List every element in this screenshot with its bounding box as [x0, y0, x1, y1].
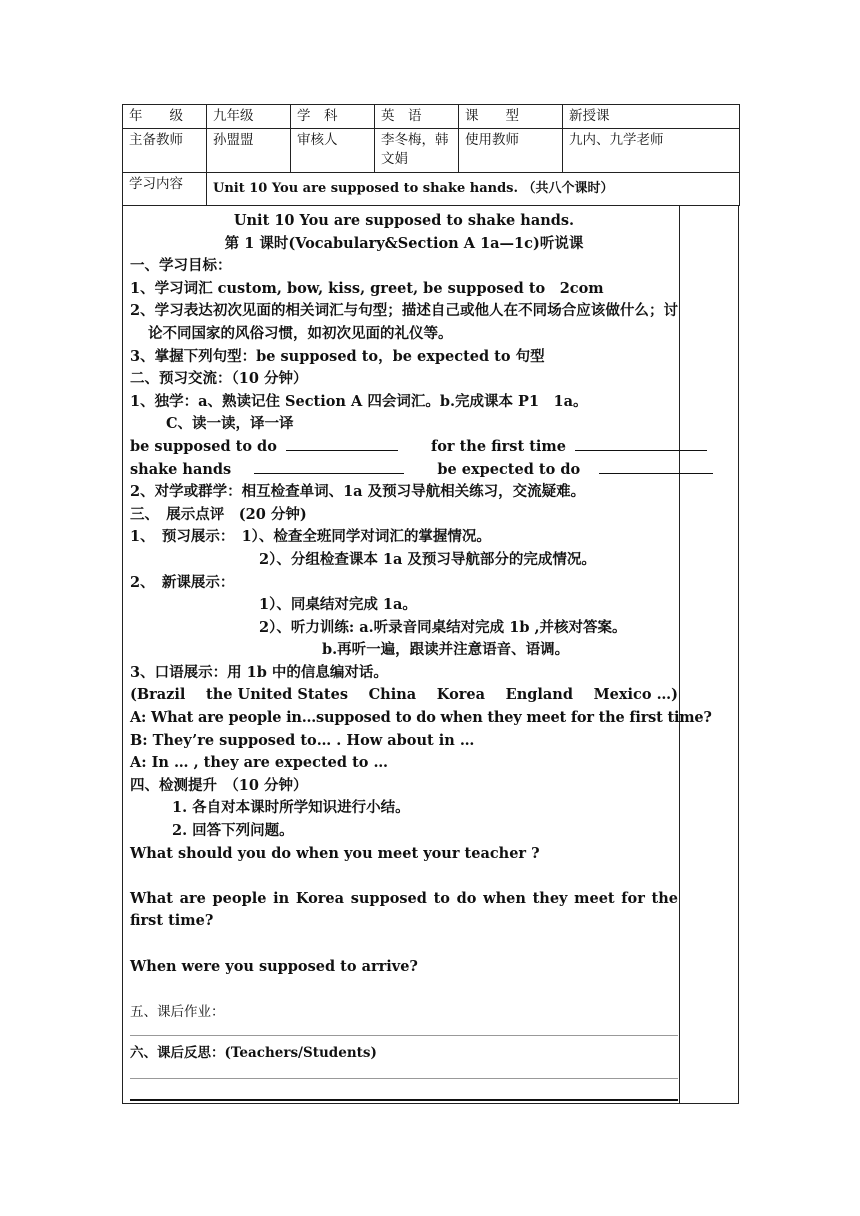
country-list [130, 684, 678, 707]
lesson-plan [122, 104, 739, 1104]
phrase-3-blank [254, 459, 404, 474]
phrase-row-1 [130, 436, 678, 459]
lesson-title: Unit 10 You are supposed to shake hands. [233, 212, 575, 229]
lesson-subtitle: 第 1 课时(Vocabulary&Section A 1a—1c)听说课 [224, 234, 584, 252]
show-3: 3、口语展示：用 1b 中的信息编对话。 [130, 663, 388, 681]
preview-1c: C、读一读，译一译 [166, 415, 294, 433]
country-item: the United States [206, 686, 349, 704]
show-1: 1、 预习展示： 1）、检查全班同学对词汇的掌握情况。 [130, 528, 491, 546]
subject-value: 英 语 [375, 105, 459, 129]
goal-3: 3、掌握下列句型：be supposed to，be expected to 句型 [130, 347, 545, 365]
subject-label: 学 科 [291, 105, 375, 129]
show-2b: 2）、听力训练: a.听录音同桌结对完成 1b ,并核对答案。 [259, 618, 627, 636]
section-1-heading: 一、学习目标： [130, 257, 232, 275]
dialogue-line-1: A: What are people in…supposed to do when they meet for the first time? [130, 709, 712, 727]
test-1: 1. 各自对本课时所学知识进行小结。 [172, 799, 410, 817]
section-4-heading: 四、检测提升 （10 分钟） [130, 776, 308, 794]
grade-value: 九年级 [207, 105, 291, 129]
lesson-type-value: 新授课 [563, 105, 740, 129]
lesson-content [130, 210, 712, 1079]
country-item: England [505, 686, 573, 704]
reviewer-label: 审核人 [291, 129, 375, 173]
question-3: When were you supposed to arrive? [130, 957, 418, 975]
header-row-2 [123, 129, 740, 173]
country-item: China [368, 686, 417, 704]
header-table [122, 104, 740, 206]
phrase-1-blank [286, 436, 398, 451]
phrase-1: be supposed to do [130, 437, 277, 455]
lead-teacher-label: 主备教师 [123, 129, 207, 173]
reflection-line [130, 1078, 678, 1079]
dialogue-line-2: B: They’re supposed to… . How about in … [130, 731, 475, 749]
test-2: 2. 回答下列问题。 [172, 822, 294, 840]
phrase-4: be expected to do [437, 460, 581, 478]
country-item: Korea [436, 686, 486, 704]
goal-2: 2、学习表达初次见面的相关词汇与句型；描述自己或他人在不同场合应该做什么；讨论不同国家的风俗习惯，如初次见面的礼仪等。 [130, 302, 678, 342]
answer-space [130, 933, 678, 956]
show-2c: b.再听一遍，跟读并注意语音、语调。 [322, 641, 570, 659]
reviewer-value: 李冬梅，韩文娟 [375, 129, 459, 173]
show-2: 2、 新课展示： [130, 573, 235, 591]
header-row-1 [123, 105, 740, 129]
phrase-2-blank [575, 436, 707, 451]
user-teacher-value: 九内、九学老师 [563, 129, 740, 173]
lead-teacher-value: 孙盟盟 [207, 129, 291, 173]
phrase-3: shake hands [130, 460, 232, 478]
answer-space [130, 978, 678, 1001]
goal-1: 1、学习词汇 custom, bow, kiss, greet, be supposed to 2com [130, 279, 604, 297]
preview-1: 1、独学：a、熟读记住 Section A 四会词汇。b.完成课本 P1 1a。 [130, 392, 588, 410]
dialogue-line-3: A: In … , they are expected to … [130, 754, 389, 772]
lesson-type-label: 课 型 [459, 105, 563, 129]
phrase-4-blank [599, 459, 713, 474]
content-label: 学习内容 [123, 173, 207, 206]
question-1: What should you do when you meet your teacher ? [130, 844, 540, 862]
phrase-2: for the first time [431, 437, 566, 455]
bottom-rule [130, 1099, 678, 1101]
homework-heading: 五、课后作业： [130, 1003, 225, 1020]
header-row-3 [123, 173, 740, 206]
grade-label: 年 级 [123, 105, 207, 129]
answer-space [130, 865, 678, 888]
lesson-body [122, 206, 739, 1104]
homework-line [130, 1035, 678, 1036]
notes-column [679, 206, 738, 1103]
country-item: (Brazil [130, 686, 186, 704]
content-value: Unit 10 You are supposed to shake hands. （共八个课时） [207, 173, 740, 206]
section-2-heading: 二、预习交流：（10 分钟） [130, 370, 308, 388]
preview-2: 2、对学或群学：相互检查单词、1a 及预习导航相关练习，交流疑难。 [130, 483, 586, 501]
show-2a: 1）、同桌结对完成 1a。 [259, 596, 417, 614]
phrase-row-2 [130, 459, 678, 482]
user-teacher-label: 使用教师 [459, 129, 563, 173]
show-1b: 2）、分组检查课本 1a 及预习导航部分的完成情况。 [259, 550, 596, 568]
section-3-heading: 三、 展示点评 (20 分钟) [130, 505, 307, 523]
question-2: What are people in Korea supposed to do when they meet for the first time? [130, 889, 678, 930]
reflection-heading: 六、课后反思：(Teachers/Students) [130, 1044, 377, 1061]
country-item: Mexico …) [593, 686, 678, 704]
